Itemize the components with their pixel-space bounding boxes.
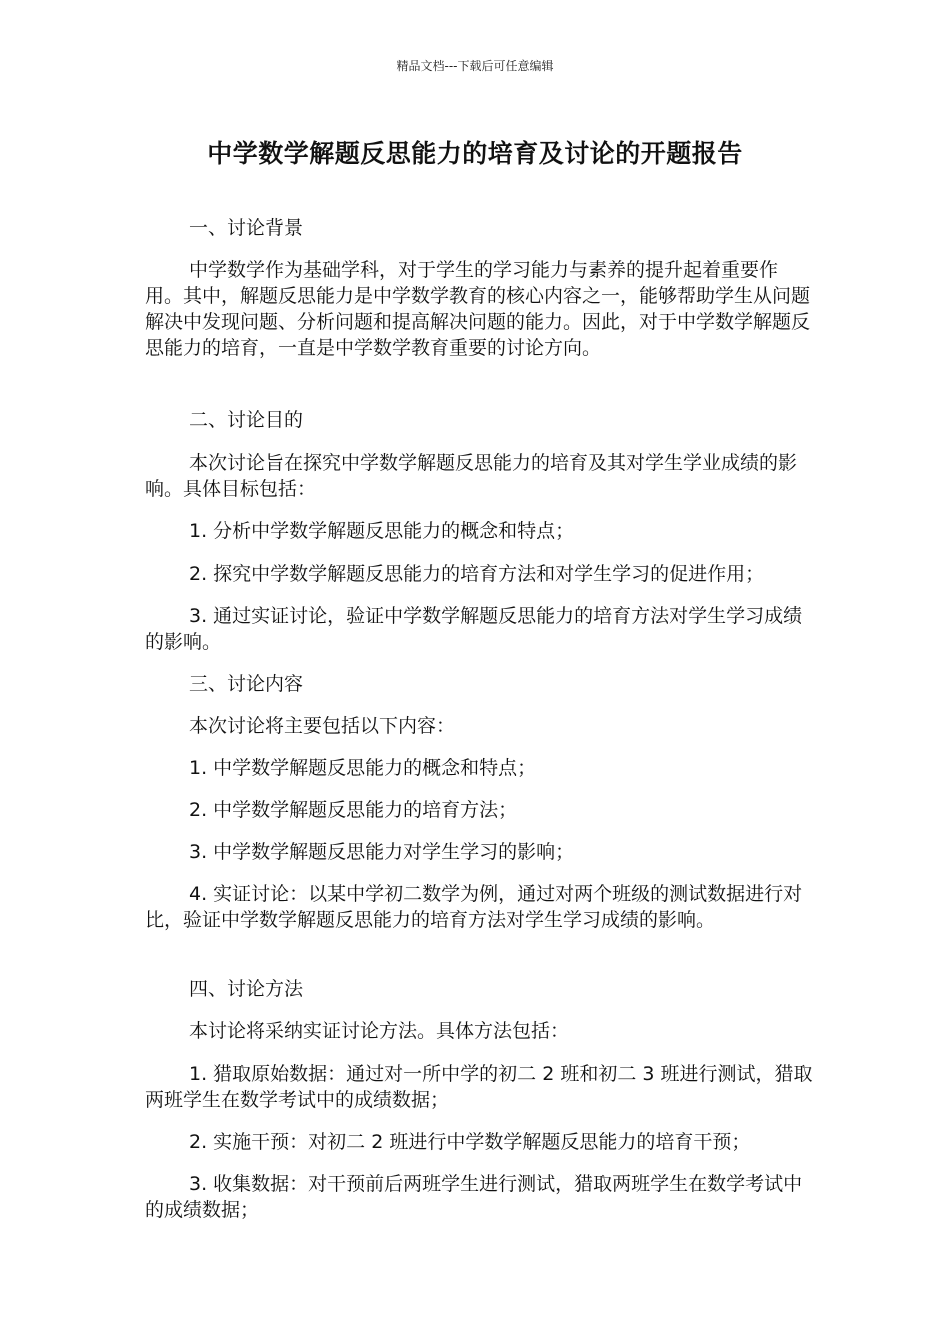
heading-content: 三、讨论内容 (189, 673, 304, 695)
page-header: 精品文档---下载后可任意编辑 (396, 59, 554, 73)
list-item-purpose-1: 1. 分析中学数学解题反思能力的概念和特点； (189, 520, 575, 542)
list-item-purpose-3: 3. 通过实证讨论，验证中学数学解题反思能力的培育方法对学生学习成绩的影响。 (145, 605, 803, 653)
heading-method: 四、讨论方法 (189, 978, 304, 1000)
list-item-content-3: 3. 中学数学解题反思能力对学生学习的影响； (189, 841, 575, 863)
list-item-method-3: 3. 收集数据：对干预前后两班学生进行测试，猎取两班学生在数学考试中的成绩数据； (145, 1173, 803, 1221)
list-item-method-2: 2. 实施干预：对初二 2 班进行中学数学解题反思能力的培育干预； (189, 1131, 751, 1153)
paragraph-method: 本讨论将采纳实证讨论方法。具体方法包括： (189, 1020, 570, 1042)
list-item-purpose-2: 2. 探究中学数学解题反思能力的培育方法和对学生学习的促进作用； (189, 563, 765, 585)
heading-purpose: 二、讨论目的 (189, 409, 304, 431)
paragraph-background: 中学数学作为基础学科，对于学生的学习能力与素养的提升起着重要作用。其中，解题反思能力是中学数学教育的核心内容之一，能够帮助学生从问题解决中发现问题、分析问题和提高解决问题的能力。因此，对于中学数学解题反思能力的培育，一直是中学数学教育重要的讨论方向。 (145, 259, 811, 359)
document-title: 中学数学解题反思能力的培育及讨论的开题报告 (207, 139, 743, 168)
list-item-content-4: 4. 实证讨论：以某中学初二数学为例，通过对两个班级的测试数据进行对比，验证中学数学解题反思能力的培育方法对学生学习成绩的影响。 (145, 883, 803, 931)
list-item-content-1: 1. 中学数学解题反思能力的概念和特点； (189, 757, 537, 779)
list-item-content-2: 2. 中学数学解题反思能力的培育方法； (189, 799, 518, 821)
list-item-method-1: 1. 猎取原始数据：通过对一所中学的初二 2 班和初二 3 班进行测试，猎取两班学生在数学考试中的成绩数据； (145, 1063, 813, 1111)
heading-background: 一、讨论背景 (189, 217, 304, 239)
paragraph-content: 本次讨论将主要包括以下内容： (189, 715, 456, 737)
paragraph-purpose: 本次讨论旨在探究中学数学解题反思能力的培育及其对学生学业成绩的影响。具体目标包括： (145, 452, 798, 500)
